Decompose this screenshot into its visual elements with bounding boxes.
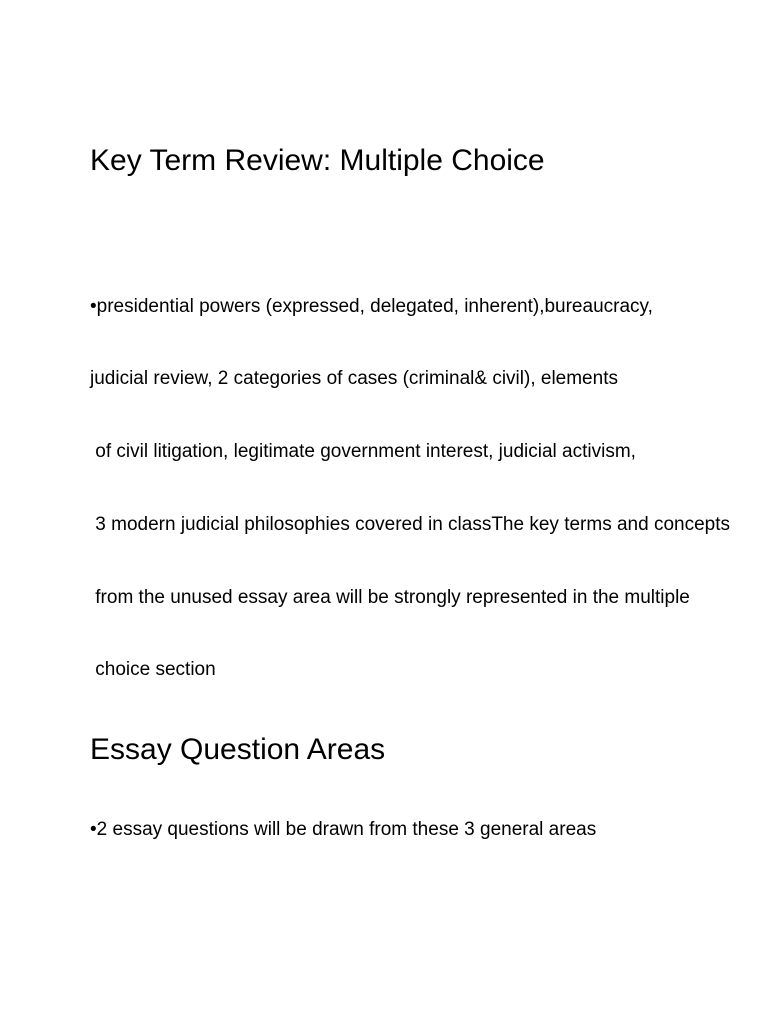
essay-line-1: •2 essay questions will be drawn from these 3 general areas [90,819,597,840]
essay-question-areas-heading: Essay Question Areas [90,733,386,766]
key-terms-line-4: 3 modern judicial philosophies covered in classThe key terms and concepts [90,514,730,535]
key-term-review-heading: Key Term Review: Multiple Choice [90,144,545,177]
key-terms-line-3: of civil litigation, legitimate government interest, judicial activism, [90,441,636,462]
key-terms-line-2: judicial review, 2 categories of cases (criminal& civil), elements [90,368,618,389]
key-terms-line-1: •presidential powers (expressed, delegated, inherent),bureaucracy, [90,296,653,317]
key-terms-line-5: from the unused essay area will be strongly represented in the multiple [90,587,690,608]
key-terms-line-6: choice section [90,659,216,680]
